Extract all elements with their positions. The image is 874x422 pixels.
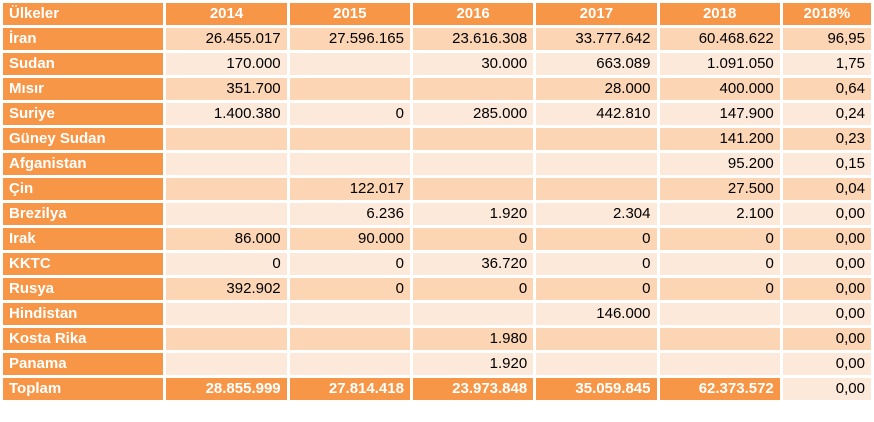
cell-2018: 147.900 [660,103,780,125]
cell-country: Mısır [3,78,163,100]
cell-2018: 2.100 [660,203,780,225]
cell-2016: 285.000 [413,103,533,125]
cell-2016: 1.920 [413,353,533,375]
cell-2016: 30.000 [413,53,533,75]
cell-2017 [536,353,656,375]
table-row [3,303,871,325]
cell-2017: 146.000 [536,303,656,325]
cell-2014 [166,203,286,225]
cell-2018 [660,303,780,325]
table-row [3,103,871,125]
cell-country: Brezilya [3,203,163,225]
cell-2018: 0 [660,228,780,250]
cell-country: Afganistan [3,153,163,175]
header-2016: 2016 [413,3,533,25]
cell-2017: 33.777.642 [536,28,656,50]
cell-2018-percent: 0,00 [783,303,871,325]
cell-country: Irak [3,228,163,250]
cell-2018: 95.200 [660,153,780,175]
table-row [3,203,871,225]
cell-2018: 0 [660,253,780,275]
cell-2018: 141.200 [660,128,780,150]
cell-2016 [413,78,533,100]
cell-2016 [413,178,533,200]
cell-2018: 60.468.622 [660,28,780,50]
cell-2017: 0 [536,228,656,250]
header-2018: 2018 [660,3,780,25]
table-row [3,278,871,300]
cell-2016: 0 [413,228,533,250]
cell-country: Sudan [3,53,163,75]
table-row [3,328,871,350]
cell-2018-percent: 0,00 [783,253,871,275]
cell-country: KKTC [3,253,163,275]
header-2018-percent: 2018% [783,3,871,25]
cell-2018: 400.000 [660,78,780,100]
cell-country: Hindistan [3,303,163,325]
cell-2018: 27.500 [660,178,780,200]
cell-country: Panama [3,353,163,375]
table-row [3,178,871,200]
cell-2018-percent: 0,00 [783,328,871,350]
cell-2015: 90.000 [290,228,410,250]
cell-2015 [290,78,410,100]
cell-2014 [166,153,286,175]
total-cell-2018: 62.373.572 [660,378,780,400]
cell-2016: 36.720 [413,253,533,275]
cell-2018-percent: 0,00 [783,353,871,375]
cell-2016: 0 [413,278,533,300]
cell-2014 [166,328,286,350]
cell-2015 [290,128,410,150]
cell-2015: 0 [290,253,410,275]
cell-2015: 122.017 [290,178,410,200]
cell-2014: 170.000 [166,53,286,75]
total-cell-2017: 35.059.845 [536,378,656,400]
table-row [3,53,871,75]
cell-2014: 351.700 [166,78,286,100]
table-row [3,253,871,275]
cell-2016 [413,303,533,325]
cell-2018 [660,353,780,375]
total-cell-2018-percent: 0,00 [783,378,871,400]
table-row [3,128,871,150]
cell-2018-percent: 0,15 [783,153,871,175]
cell-2016: 1.920 [413,203,533,225]
cell-2016: 23.616.308 [413,28,533,50]
cell-2014: 1.400.380 [166,103,286,125]
cell-2015 [290,328,410,350]
cell-2017: 28.000 [536,78,656,100]
cell-2017: 2.304 [536,203,656,225]
cell-2017 [536,128,656,150]
table-row [3,78,871,100]
cell-2014: 0 [166,253,286,275]
cell-2018-percent: 1,75 [783,53,871,75]
table-row [3,228,871,250]
cell-2018-percent: 0,00 [783,203,871,225]
cell-2017: 663.089 [536,53,656,75]
cell-country: Suriye [3,103,163,125]
cell-2015: 27.596.165 [290,28,410,50]
cell-2018-percent: 0,23 [783,128,871,150]
cell-country: Çin [3,178,163,200]
total-cell-2015: 27.814.418 [290,378,410,400]
cell-2018-percent: 0,64 [783,78,871,100]
cell-country: Rusya [3,278,163,300]
cell-2015 [290,353,410,375]
cell-2016 [413,128,533,150]
header-2015: 2015 [290,3,410,25]
cell-2018 [660,328,780,350]
cell-2017 [536,328,656,350]
cell-2016: 1.980 [413,328,533,350]
cell-2017: 442.810 [536,103,656,125]
cell-2014 [166,353,286,375]
cell-2014: 392.902 [166,278,286,300]
cell-2015: 0 [290,103,410,125]
table-row [3,353,871,375]
cell-2015 [290,303,410,325]
cell-2018-percent: 0,24 [783,103,871,125]
cell-2017: 0 [536,278,656,300]
total-cell-country: Toplam [3,378,163,400]
cell-2018: 0 [660,278,780,300]
cell-2018-percent: 96,95 [783,28,871,50]
cell-2018-percent: 0,04 [783,178,871,200]
table-row [3,28,871,50]
cell-2015 [290,153,410,175]
cell-2014 [166,128,286,150]
header-countries: Ülkeler [3,3,163,25]
cell-2015: 6.236 [290,203,410,225]
header-2014: 2014 [166,3,286,25]
total-cell-2014: 28.855.999 [166,378,286,400]
cell-2017: 0 [536,253,656,275]
cell-2018-percent: 0,00 [783,228,871,250]
cell-country: İran [3,28,163,50]
table-row [3,153,871,175]
total-cell-2016: 23.973.848 [413,378,533,400]
cell-2018: 1.091.050 [660,53,780,75]
cell-2014 [166,178,286,200]
cell-2015 [290,53,410,75]
total-row [3,378,871,400]
cell-2016 [413,153,533,175]
cell-country: Güney Sudan [3,128,163,150]
table-header-row [3,3,871,25]
cell-2018-percent: 0,00 [783,278,871,300]
cell-2014 [166,303,286,325]
cell-2017 [536,153,656,175]
cell-country: Kosta Rika [3,328,163,350]
table-body [3,28,871,400]
header-2017: 2017 [536,3,656,25]
cell-2014: 86.000 [166,228,286,250]
cell-2014: 26.455.017 [166,28,286,50]
cell-2015: 0 [290,278,410,300]
cell-2017 [536,178,656,200]
